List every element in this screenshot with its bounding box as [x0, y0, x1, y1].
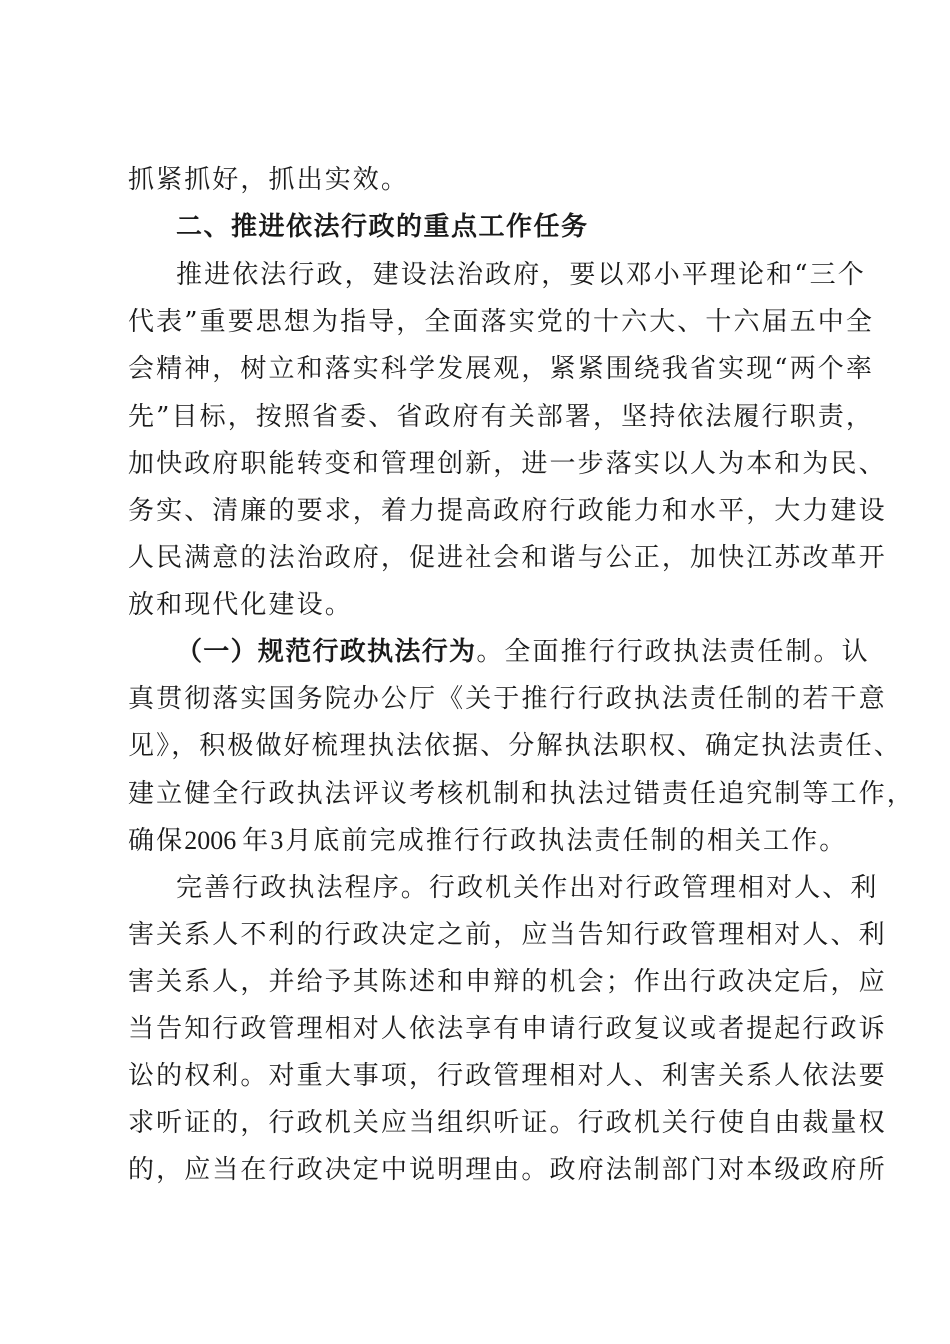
subsection-first-line	[176, 635, 870, 669]
paragraph-text: 确保	[128, 826, 185, 856]
paragraph-line: 加快政府职能转变和管理创新，进一步落实以人为本和为民、	[128, 449, 887, 479]
year-value: 2006	[184, 826, 237, 855]
paragraph-line: 会精神，树立和落实科学发展观，紧紧围绕我省实现“两个率	[128, 354, 874, 384]
paragraph-line: 讼的权利。对重大事项，行政管理相对人、利害关系人依法要	[128, 1061, 887, 1091]
paragraph-line: 见》，积极做好梳理执法依据、分解执法职权、确定执法责任、	[128, 731, 902, 761]
paragraph-line: 推进依法行政，建设法治政府，要以邓小平理论和“三个	[176, 260, 866, 290]
paragraph-line: 代表”重要思想为指导，全面落实党的十六大、十六届五中全	[128, 307, 874, 337]
paragraph-line: 求听证的，行政机关应当组织听证。行政机关行使自由裁量权	[128, 1108, 887, 1138]
paragraph-line: 先”目标，按照省委、省政府有关部署，坚持依法履行职责，	[128, 402, 874, 432]
paragraph-line: 务实、清廉的要求，着力提高政府行政能力和水平，大力建设	[128, 496, 887, 526]
paragraph-line: 人民满意的法治政府，促进社会和谐与公正，加快江苏改革开	[128, 543, 887, 573]
paragraph-line: 真贯彻落实国务院办公厅《关于推行行政执法责任制的若干意	[128, 684, 887, 714]
paragraph-line: 害关系人不利的行政决定之前，应当告知行政管理相对人、利	[128, 920, 887, 950]
subsection-title: （一）规范行政执法行为	[176, 637, 477, 667]
paragraph-line: 建立健全行政执法评议考核机制和执法过错责任追究制等工作，	[128, 779, 915, 809]
paragraph-line: 抓紧抓好，抓出实效。	[128, 165, 410, 195]
paragraph-line: 当告知行政管理相对人依法享有申请行政复议或者提起行政诉	[128, 1014, 887, 1044]
paragraph-line: 害关系人，并给予其陈述和申辩的机会；作出行政决定后，应	[128, 967, 887, 997]
section-heading: 二、推进依法行政的重点工作任务	[176, 212, 589, 242]
paragraph-line: 的，应当在行政决定中说明理由。政府法制部门对本级政府所	[128, 1155, 887, 1185]
month-value: 3	[270, 826, 284, 855]
paragraph-text: 。全面推行行政执法责任制。认	[476, 637, 870, 667]
paragraph-text: 年	[242, 826, 271, 856]
paragraph-line: 放和现代化建设。	[128, 590, 353, 620]
paragraph-line: 完善行政执法程序。行政机关作出对行政管理相对人、利	[176, 873, 879, 903]
paragraph-line	[128, 824, 847, 858]
paragraph-text: 月底前完成推行行政执法责任制的相关工作。	[285, 826, 848, 856]
